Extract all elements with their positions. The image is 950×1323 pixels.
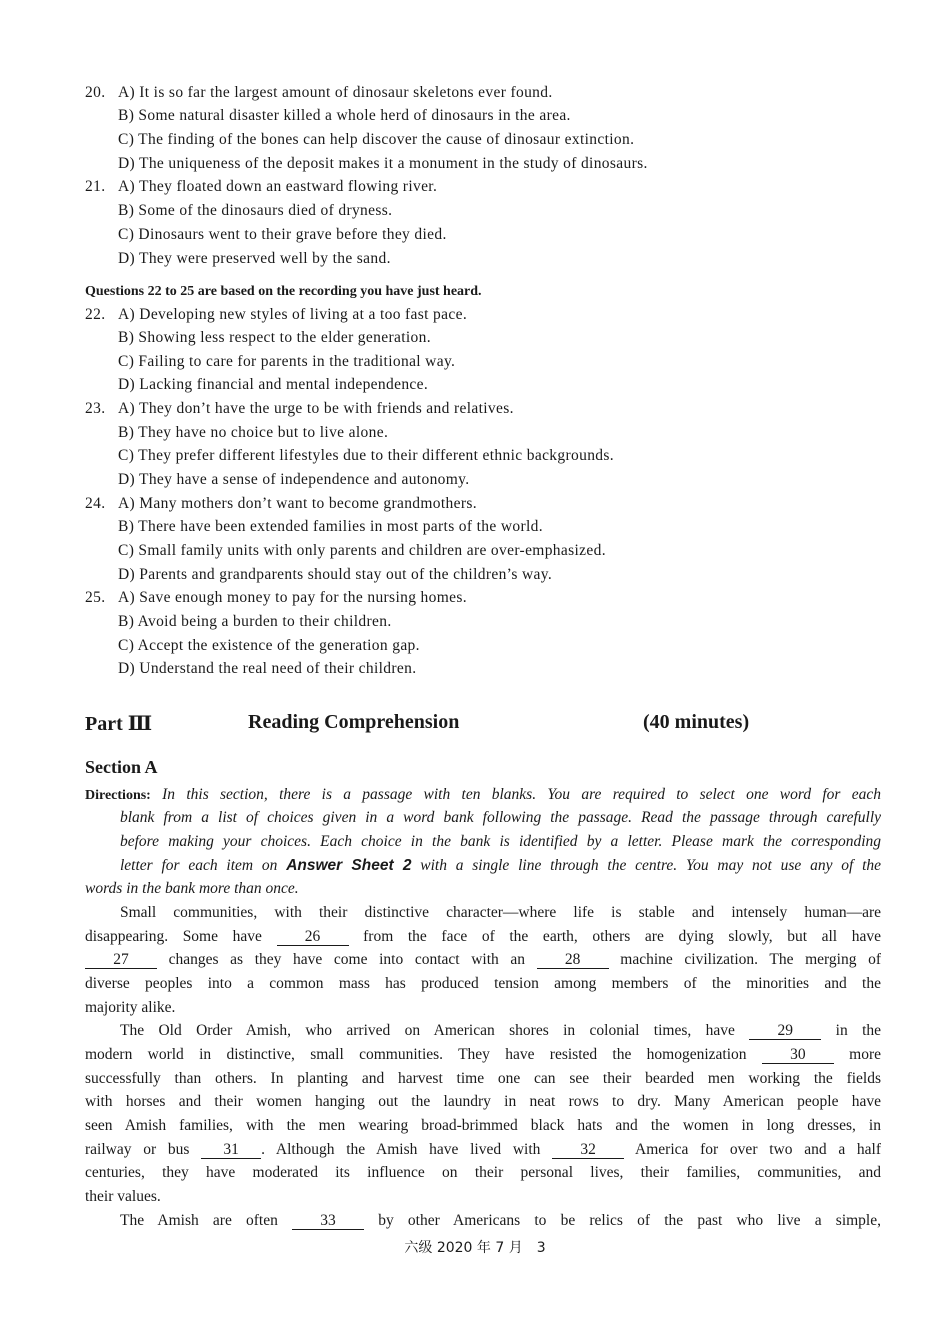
option-22d[interactable]: D) Lacking financial and mental independence. bbox=[118, 376, 429, 393]
option-20d[interactable]: D) The uniqueness of the deposit makes it a monument in the study of dinosaurs. bbox=[118, 155, 648, 172]
option-24d[interactable]: D) Parents and grandparents should stay out of the children’s way. bbox=[118, 566, 553, 583]
directions-line-2: blank from a list of choices given in a word bank following the passage. Read the passage through carefully bbox=[120, 809, 881, 826]
passage-p2-line-8: their values. bbox=[85, 1188, 161, 1205]
option-20a[interactable]: A) It is so far the largest amount of dinosaur skeletons ever found. bbox=[118, 84, 553, 101]
option-23b[interactable]: B) They have no choice but to live alone. bbox=[118, 424, 389, 441]
option-22b[interactable]: B) Showing less respect to the elder generation. bbox=[118, 329, 431, 346]
directions-line-4: letter for each item on Answer Sheet 2 with a single line through the centre. You may not use any of the bbox=[120, 857, 881, 874]
directions-line-3: before making your choices. Each choice in the bank is identified by a letter. Please mark the corresponding bbox=[120, 833, 881, 850]
part-label: Part Ⅲ bbox=[85, 713, 153, 735]
directions-line-5: words in the bank more than once. bbox=[85, 880, 299, 897]
answer-sheet-label: Answer Sheet 2 bbox=[286, 857, 412, 874]
question-20: 20. A) It is so far the largest amount of dinosaur skeletons ever found. bbox=[85, 84, 553, 101]
passage-p2-line-2: modern world in distinctive, small communities. They have resisted the homogenization 30 more bbox=[85, 1046, 881, 1063]
directions-line-1: Directions: In this section, there is a passage with ten blanks. You are required to select one word for each bbox=[85, 786, 881, 803]
option-22a[interactable]: A) Developing new styles of living at a too fast pace. bbox=[118, 306, 468, 323]
blank-27[interactable]: 27 bbox=[85, 951, 157, 969]
question-22: 22. A) Developing new styles of living at a too fast pace. bbox=[85, 306, 468, 323]
question-25: 25. A) Save enough money to pay for the nursing homes. bbox=[85, 589, 467, 606]
option-20c[interactable]: C) The finding of the bones can help discover the cause of dinosaur extinction. bbox=[118, 131, 635, 148]
passage-p3-line-1: The Amish are often 33 by other Americans to be relics of the past who live a simple, bbox=[120, 1212, 881, 1229]
option-25d[interactable]: D) Understand the real need of their children. bbox=[118, 660, 417, 677]
page-footer: 六级 2020 年 7 月 3 bbox=[404, 1240, 546, 1256]
passage-p2-line-5: seen Amish families, with the men wearing broad-brimmed black hats and the women in long dresses, in bbox=[85, 1117, 881, 1134]
blank-33[interactable]: 33 bbox=[292, 1212, 364, 1230]
part-title: Reading Comprehension bbox=[248, 711, 460, 733]
option-23a[interactable]: A) They don’t have the urge to be with friends and relatives. bbox=[118, 400, 514, 417]
passage-p1-line-5: majority alike. bbox=[85, 999, 176, 1016]
option-21b[interactable]: B) Some of the dinosaurs died of dryness. bbox=[118, 202, 393, 219]
option-22c[interactable]: C) Failing to care for parents in the traditional way. bbox=[118, 353, 456, 370]
option-25a[interactable]: A) Save enough money to pay for the nursing homes. bbox=[118, 589, 467, 606]
passage-p2-line-3: successfully than others. In planting and harvest time one can see their bearded men working the fields bbox=[85, 1070, 881, 1087]
option-21c[interactable]: C) Dinosaurs went to their grave before they died. bbox=[118, 226, 447, 243]
question-24: 24. A) Many mothers don’t want to become grandmothers. bbox=[85, 495, 477, 512]
blank-31[interactable]: 31 bbox=[201, 1141, 261, 1159]
passage-p1-line-2: disappearing. Some have 26 from the face of the earth, others are dying slowly, but all have bbox=[85, 928, 881, 945]
blank-30[interactable]: 30 bbox=[762, 1046, 834, 1064]
questions-header: Questions 22 to 25 are based on the recording you have just heard. bbox=[85, 284, 482, 299]
passage-p2-line-6: railway or bus 31 . Although the Amish have lived with 32 America for over two and a half bbox=[85, 1141, 881, 1158]
passage-p2-line-7: centuries, they have moderated its influence on their personal lives, their families, communities, and bbox=[85, 1164, 881, 1181]
passage-p2-line-1: The Old Order Amish, who arrived on American shores in colonial times, have 29 in the bbox=[120, 1022, 881, 1039]
passage-p2-line-4: with horses and their women hanging out the laundry in neat rows to dry. Many American people have bbox=[85, 1093, 881, 1110]
directions-label: Directions: bbox=[85, 788, 151, 803]
option-24c[interactable]: C) Small family units with only parents and children are over-emphasized. bbox=[118, 542, 606, 559]
question-23: 23. A) They don’t have the urge to be with friends and relatives. bbox=[85, 400, 514, 417]
blank-26[interactable]: 26 bbox=[277, 928, 349, 946]
option-24b[interactable]: B) There have been extended families in most parts of the world. bbox=[118, 518, 543, 535]
option-23c[interactable]: C) They prefer different lifestyles due to their different ethnic backgrounds. bbox=[118, 447, 615, 464]
option-21d[interactable]: D) They were preserved well by the sand. bbox=[118, 250, 391, 267]
option-20b[interactable]: B) Some natural disaster killed a whole herd of dinosaurs in the area. bbox=[118, 107, 571, 124]
option-23d[interactable]: D) They have a sense of independence and autonomy. bbox=[118, 471, 470, 488]
blank-32[interactable]: 32 bbox=[552, 1141, 624, 1159]
section-title: Section A bbox=[85, 757, 158, 777]
option-24a[interactable]: A) Many mothers don’t want to become grandmothers. bbox=[118, 495, 477, 512]
option-25b[interactable]: B) Avoid being a burden to their children. bbox=[118, 613, 392, 630]
question-21: 21. A) They floated down an eastward flowing river. bbox=[85, 178, 438, 195]
blank-28[interactable]: 28 bbox=[537, 951, 609, 969]
passage-p1-line-1: Small communities, with their distinctive character—where life is stable and intensely human—are bbox=[120, 904, 881, 921]
option-21a[interactable]: A) They floated down an eastward flowing river. bbox=[118, 178, 438, 195]
option-25c[interactable]: C) Accept the existence of the generation gap. bbox=[118, 637, 420, 654]
passage-p1-line-4: diverse peoples into a common mass has produced tension among members of the minorities and the bbox=[85, 975, 881, 992]
passage-p1-line-3: 27 changes as they have come into contact with an 28 machine civilization. The merging of bbox=[85, 949, 881, 971]
blank-29[interactable]: 29 bbox=[749, 1022, 821, 1040]
part-time: (40 minutes) bbox=[643, 711, 750, 733]
